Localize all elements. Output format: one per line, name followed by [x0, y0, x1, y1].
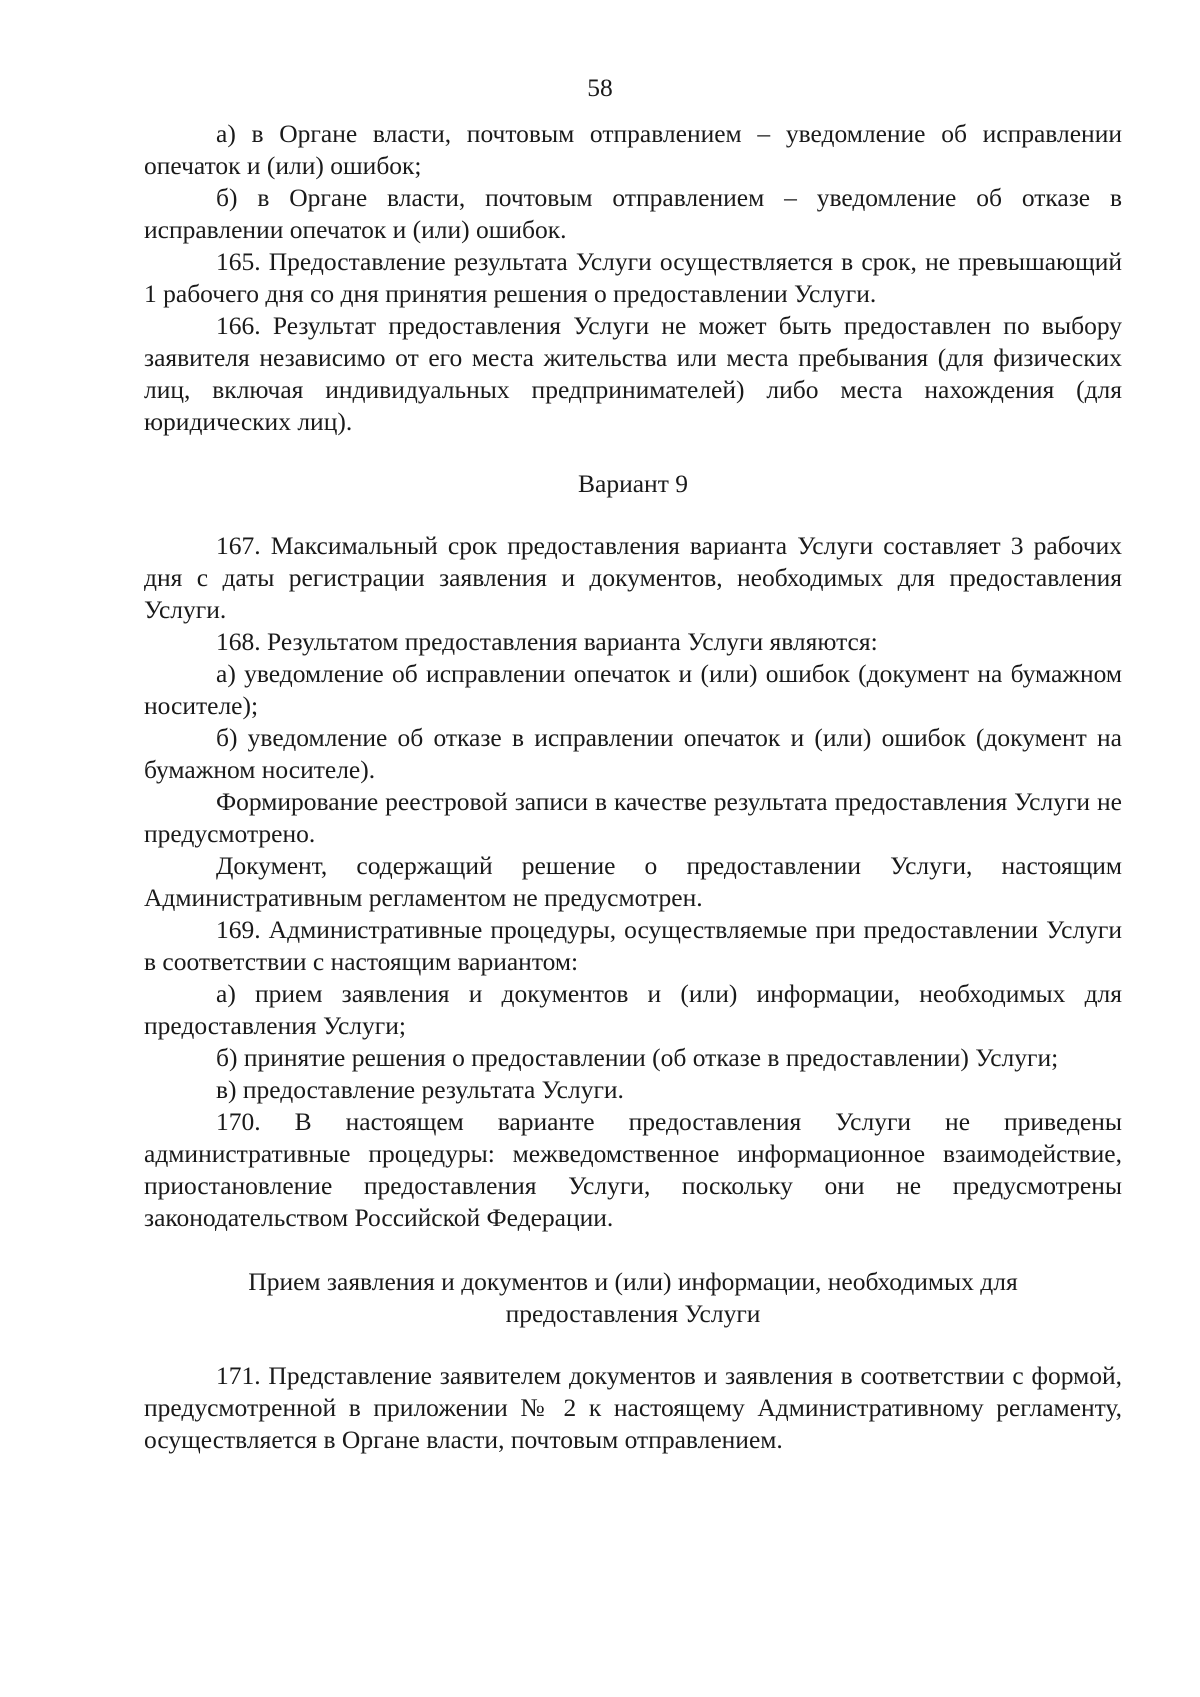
paragraph: а) уведомление об исправлении опечаток и (или) ошибок (документ на бумажном носителе); — [144, 659, 1122, 720]
paragraph: а) в Органе власти, почтовым отправлением – уведомление об исправлении опечаток и (или) ошибок; — [144, 119, 1122, 180]
paragraph: Документ, содержащий решение о предоставлении Услуги, настоящим Административным регламентом не предусмотрен. — [144, 851, 1122, 912]
page-number: 58 — [587, 73, 613, 102]
paragraph: 170. В настоящем варианте предоставления Услуги не приведены административные процедуры: межведомственное информационное взаимодействие, приостановление предоставления Услуги, поскольку они не предусмотрены законодательством Российской Федерации. — [144, 1107, 1122, 1232]
paragraph: 169. Административные процедуры, осуществляемые при предоставлении Услуги в соответствии с настоящим вариантом: — [144, 915, 1122, 976]
paragraph: 165. Предоставление результата Услуги осуществляется в срок, не превышающий 1 рабочего дня со дня принятия решения о предоставлении Услуги. — [144, 247, 1122, 308]
section-heading — [144, 1266, 1122, 1330]
section-heading-line: Прием заявления и документов и (или) информации, необходимых для — [248, 1267, 1018, 1296]
paragraph: б) в Органе власти, почтовым отправлением – уведомление об отказе в исправлении опечаток и (или) ошибок. — [144, 183, 1122, 244]
paragraph: б) уведомление об отказе в исправлении опечаток и (или) ошибок (документ на бумажном носителе). — [144, 723, 1122, 784]
paragraph: б) принятие решения о предоставлении (об отказе в предоставлении) Услуги; — [216, 1043, 1059, 1072]
paragraph: Формирование реестровой записи в качестве результата предоставления Услуги не предусмотрено. — [144, 787, 1122, 848]
paragraph: 168. Результатом предоставления варианта Услуги являются: — [216, 627, 878, 656]
paragraph: а) прием заявления и документов и (или) информации, необходимых для предоставления Услуги; — [144, 979, 1122, 1040]
paragraph: 167. Максимальный срок предоставления варианта Услуги составляет 3 рабочих дня с даты регистрации заявления и документов, необходимых для предоставления Услуги. — [144, 531, 1122, 624]
section-heading-line: предоставления Услуги — [505, 1299, 761, 1328]
paragraph: в) предоставление результата Услуги. — [216, 1075, 624, 1104]
document-body — [144, 118, 1122, 1456]
paragraph: 171. Представление заявителем документов и заявления в соответствии с формой, предусмотренной в приложении № 2 к настоящему Административному регламенту, осуществляется в Органе власти, почтовым отправлением. — [144, 1361, 1122, 1454]
variant-heading: Вариант 9 — [578, 469, 688, 498]
paragraph: 166. Результат предоставления Услуги не может быть предоставлен по выбору заявителя независимо от его места жительства или места пребывания (для физических лиц, включая индивидуальных предпринимателей) либо места нахождения (для юридических лиц). — [144, 311, 1122, 436]
